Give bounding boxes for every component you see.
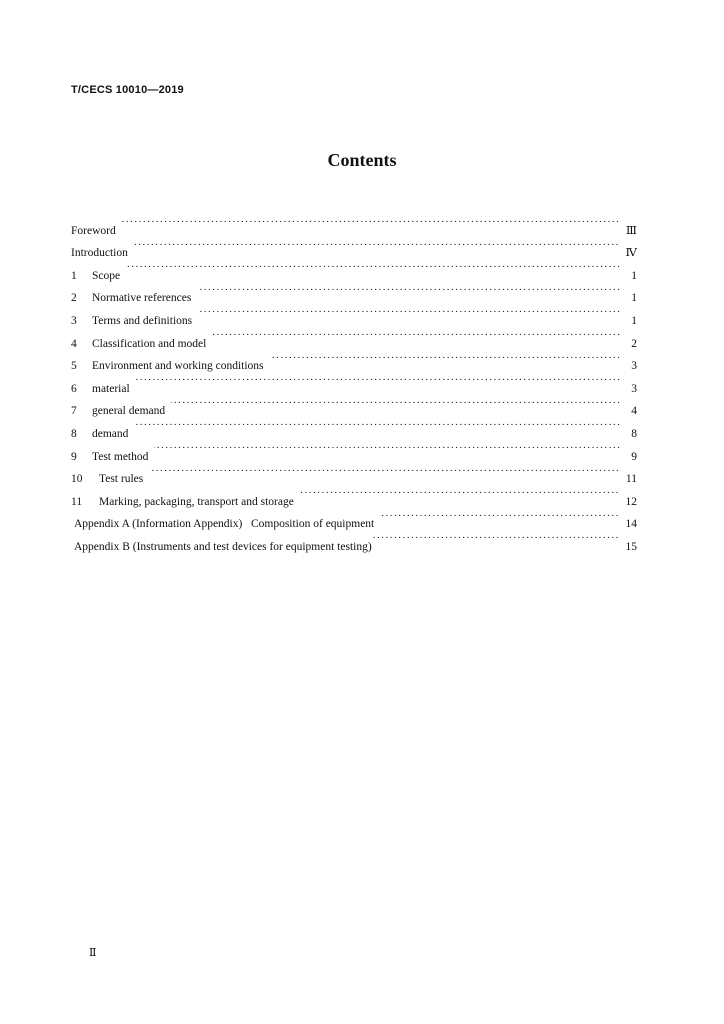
toc-entry-page: 1: [631, 314, 637, 327]
toc-entry-label: Introduction: [71, 247, 128, 260]
toc-entry-demand[interactable]: [71, 414, 637, 440]
toc-entry-label: Environment and working conditions: [92, 360, 264, 373]
toc-leader-dots: [136, 369, 621, 392]
toc-entry-label: Normative references: [92, 292, 192, 305]
toc-leader-dots: [134, 414, 621, 437]
toc-leader-dots: [270, 347, 621, 370]
toc-leader-dots: [122, 211, 620, 234]
page-number: Ⅱ: [89, 947, 97, 959]
toc-leader-dots: [197, 279, 621, 302]
toc-entry-label: Test rules: [99, 473, 144, 486]
toc-entry-page: 3: [631, 360, 637, 373]
toc-entry-label: Foreword: [71, 224, 116, 237]
toc-entry-number: 9: [71, 450, 77, 463]
toc-entry-test-method[interactable]: [71, 437, 637, 463]
toc-leader-dots: [171, 392, 621, 415]
toc-entry-page: Ⅲ: [625, 224, 637, 237]
toc-entry-page: 8: [631, 427, 637, 440]
toc-entry-number: 11: [71, 495, 83, 508]
toc-entry-number: 8: [71, 427, 77, 440]
toc-entry-introduction[interactable]: [71, 234, 637, 260]
toc-leader-dots: [154, 437, 621, 460]
toc-leader-dots: [380, 505, 619, 528]
toc-entry-page: 2: [631, 337, 637, 350]
toc-entry-label: Appendix B (Instruments and test devices for equipment testing): [74, 540, 372, 553]
toc-entry-label: Scope: [92, 269, 121, 282]
toc-entry-page: 4: [631, 405, 637, 418]
toc-entry-page: 1: [631, 292, 637, 305]
toc-entry-material[interactable]: [71, 369, 637, 395]
toc-entry-label: Terms and definitions: [92, 314, 193, 327]
toc-entry-label: Marking, packaging, transport and storage: [99, 495, 294, 508]
toc-leader-dots: [300, 482, 620, 505]
toc-entry-test-rules[interactable]: [71, 460, 637, 486]
table-of-contents: [71, 211, 637, 553]
toc-entry-number: 5: [71, 360, 77, 373]
toc-entry-label: Classification and model: [92, 337, 207, 350]
toc-entry-page: 15: [625, 540, 637, 553]
toc-entry-page: 9: [631, 450, 637, 463]
toc-entry-page: 12: [625, 495, 637, 508]
toc-entry-page: 14: [625, 518, 637, 531]
toc-entry-number: 3: [71, 314, 77, 327]
toc-entry-label: Appendix A (Information Appendix) Composition of equipment: [74, 518, 375, 531]
toc-entry-page: Ⅳ: [625, 247, 637, 260]
toc-entry-number: 4: [71, 337, 77, 350]
toc-entry-page: 11: [625, 473, 637, 486]
toc-leader-dots: [198, 301, 621, 324]
toc-leader-dots: [149, 460, 620, 483]
page-title: Contents: [327, 150, 397, 170]
toc-entry-number: 6: [71, 382, 77, 395]
toc-entry-number: 7: [71, 405, 77, 418]
toc-entry-label: demand: [92, 427, 129, 440]
toc-entry-label: Test method: [92, 450, 149, 463]
toc-leader-dots: [126, 256, 621, 279]
toc-leader-dots: [134, 234, 620, 257]
toc-entry-general-demand[interactable]: [71, 392, 637, 418]
toc-entry-page: 3: [631, 382, 637, 395]
toc-entry-marking-packaging[interactable]: [71, 482, 637, 508]
toc-leader-dots: [212, 324, 621, 347]
toc-entry-label: material: [92, 382, 130, 395]
toc-entry-scope[interactable]: [71, 256, 637, 282]
toc-entry-number: 2: [71, 292, 77, 305]
toc-entry-page: 1: [631, 269, 637, 282]
toc-leader-dots: [372, 527, 620, 550]
toc-entry-normative-references[interactable]: [71, 279, 637, 305]
toc-entry-label: general demand: [92, 405, 166, 418]
toc-entry-foreword[interactable]: [71, 211, 637, 237]
toc-entry-number: 1: [71, 269, 77, 282]
document-code: T/CECS 10010—2019: [71, 84, 184, 96]
toc-entry-number: 10: [71, 473, 83, 486]
